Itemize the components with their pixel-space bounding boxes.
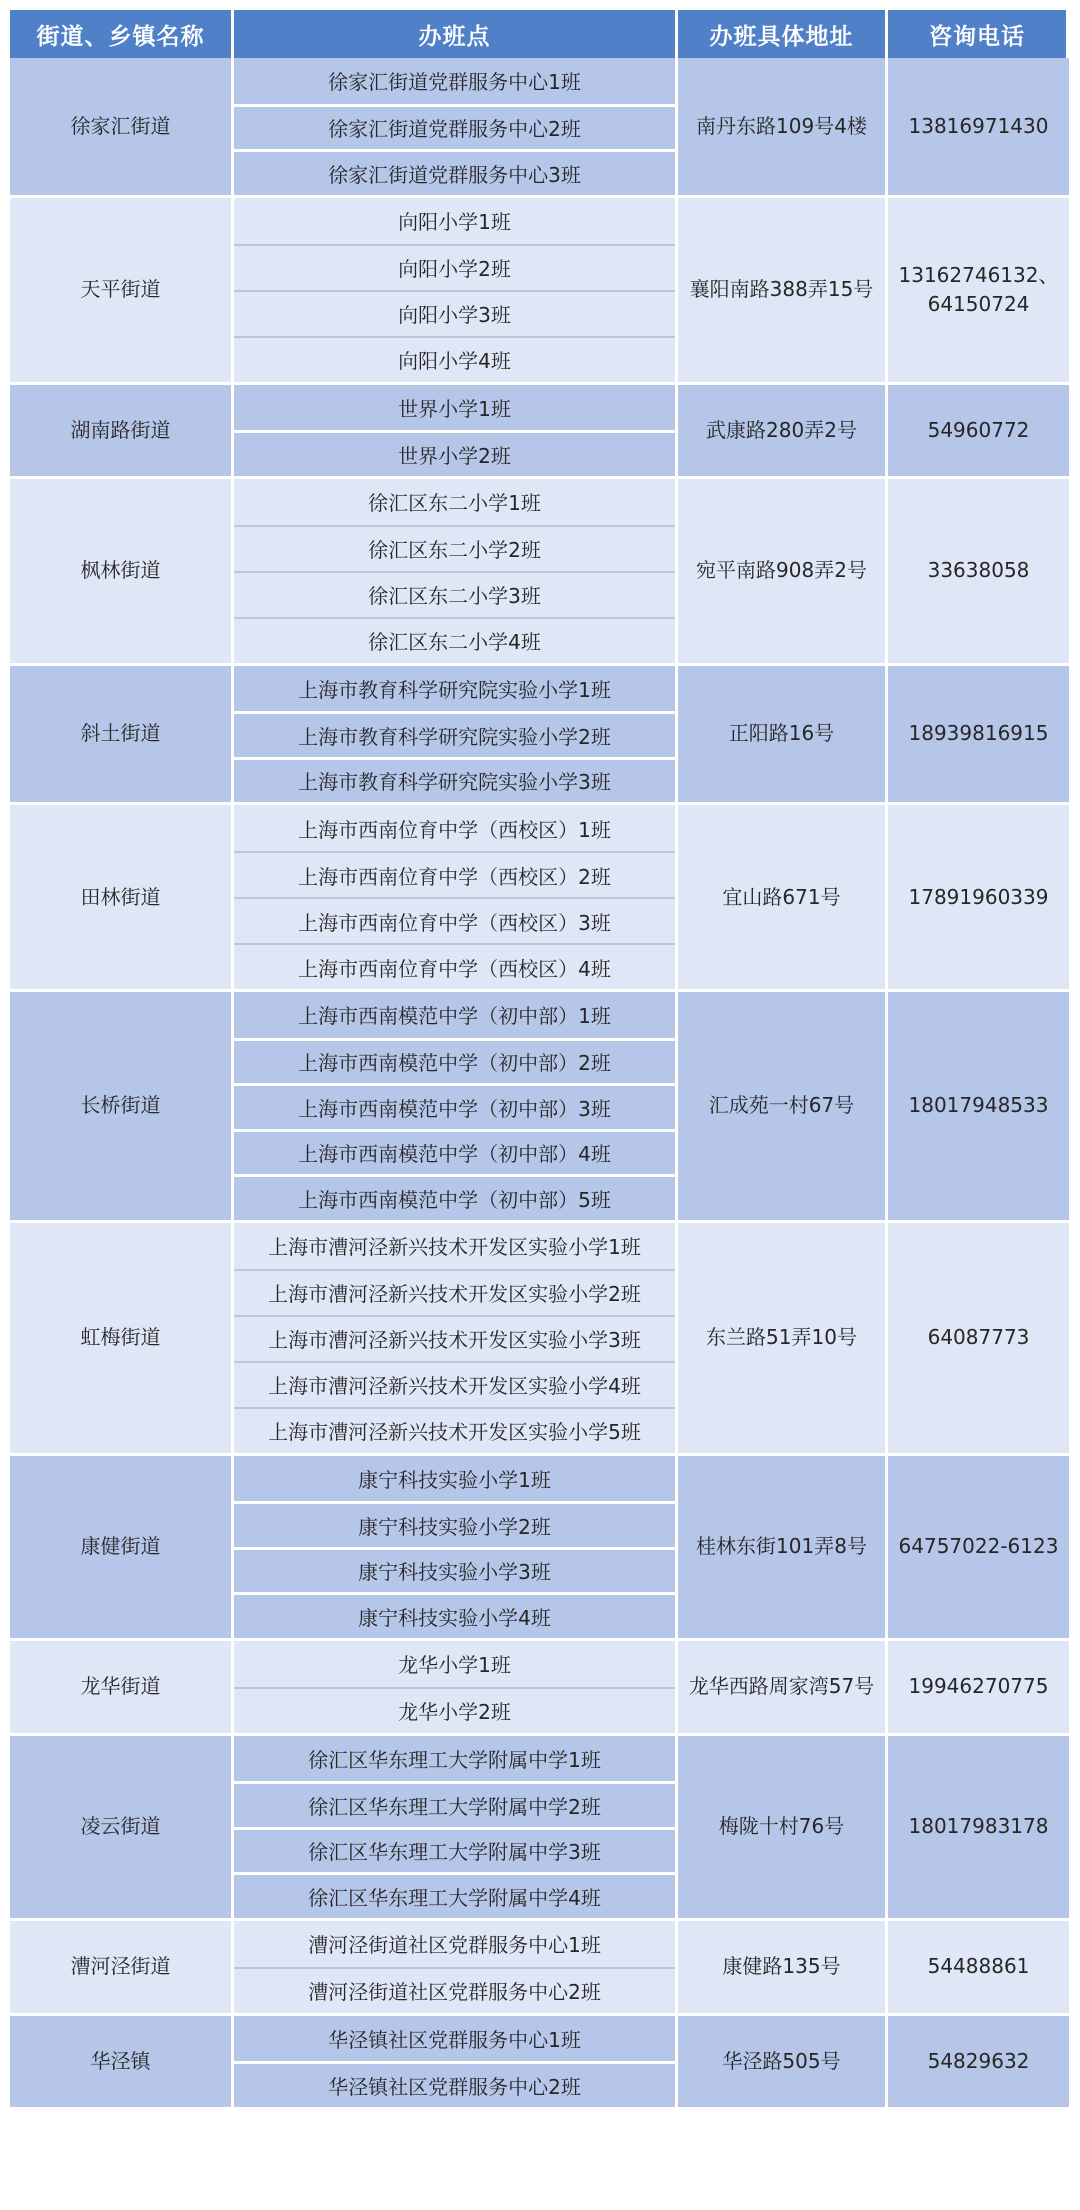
- header-class-location: 办班点: [234, 10, 678, 58]
- class-item: 上海市西南模范中学（初中部）4班: [234, 1129, 675, 1175]
- district-name: 长桥街道: [10, 992, 234, 1223]
- class-item: 龙华小学1班: [398, 1653, 511, 1677]
- header-address: 办班具体地址: [678, 10, 888, 58]
- class-list: [234, 385, 678, 479]
- address-cell: 宛平南路908弄2号: [678, 479, 888, 666]
- class-item: 向阳小学3班: [234, 290, 675, 336]
- district-name: 天平街道: [10, 198, 234, 385]
- phone-cell: 54488861: [888, 1921, 1069, 2016]
- phone-cell: 64087773: [888, 1223, 1069, 1456]
- class-item: 上海市漕河泾新兴技术开发区实验小学2班: [234, 1269, 675, 1315]
- district-name: 徐家汇街道: [10, 58, 234, 198]
- district-name: 漕河泾街道: [10, 1921, 234, 2016]
- class-item: 上海市西南模范中学（初中部）1班: [298, 1004, 611, 1029]
- class-list: [234, 1641, 678, 1736]
- class-item: 华泾镇社区党群服务中心1班: [328, 2027, 581, 2052]
- class-item: 上海市西南模范中学（初中部）5班: [234, 1174, 675, 1220]
- address-cell: 宜山路671号: [678, 805, 888, 992]
- class-item: 徐家汇街道党群服务中心1班: [328, 70, 581, 95]
- class-item: 上海市漕河泾新兴技术开发区实验小学4班: [234, 1361, 675, 1407]
- header-district: 街道、乡镇名称: [10, 10, 234, 58]
- address-cell: 正阳路16号: [678, 666, 888, 806]
- class-item: 上海市漕河泾新兴技术开发区实验小学3班: [234, 1315, 675, 1361]
- address-cell: 康健路135号: [678, 1921, 888, 2016]
- address-cell: 东兰路51弄10号: [678, 1223, 888, 1456]
- class-item: 徐汇区华东理工大学附属中学1班: [308, 1747, 601, 1772]
- class-list: [234, 1456, 678, 1641]
- class-item: 徐汇区华东理工大学附属中学3班: [234, 1827, 675, 1873]
- district-name: 斜土街道: [10, 666, 234, 806]
- class-item: 上海市西南模范中学（初中部）2班: [234, 1038, 675, 1084]
- district-name: 凌云街道: [10, 1736, 234, 1921]
- address-cell: 南丹东路109号4楼: [678, 58, 888, 198]
- class-item: 徐汇区东二小学1班: [368, 491, 541, 515]
- class-item: 漕河泾街道社区党群服务中心2班: [234, 1967, 675, 2013]
- phone-cell: 33638058: [888, 479, 1069, 666]
- class-item: 上海市西南位育中学（西校区）3班: [234, 897, 675, 943]
- class-list: [234, 1223, 678, 1456]
- class-item: 康宁科技实验小学3班: [234, 1547, 675, 1593]
- class-list: [234, 1921, 678, 2016]
- address-cell: 华泾路505号: [678, 2016, 888, 2110]
- class-list: [234, 58, 678, 198]
- district-name: 康健街道: [10, 1456, 234, 1641]
- class-item: 徐汇区东二小学2班: [234, 525, 675, 571]
- phone-cell: 64757022-6123: [888, 1456, 1069, 1641]
- address-cell: 武康路280弄2号: [678, 385, 888, 479]
- district-name: 枫林街道: [10, 479, 234, 666]
- class-item: 徐汇区华东理工大学附属中学2班: [234, 1781, 675, 1827]
- class-list: [234, 666, 678, 806]
- class-item: 徐汇区东二小学3班: [234, 571, 675, 617]
- phone-cell: 18017983178: [888, 1736, 1069, 1921]
- class-item: 上海市漕河泾新兴技术开发区实验小学1班: [268, 1235, 641, 1259]
- class-item: 向阳小学2班: [234, 244, 675, 290]
- class-list: [234, 198, 678, 385]
- class-item: 上海市西南模范中学（初中部）3班: [234, 1083, 675, 1129]
- class-item: 上海市西南位育中学（西校区）2班: [234, 851, 675, 897]
- class-item: 徐家汇街道党群服务中心2班: [234, 104, 675, 150]
- address-cell: 桂林东街101弄8号: [678, 1456, 888, 1641]
- class-list: [234, 2016, 678, 2110]
- phone-cell: 54960772: [888, 385, 1069, 479]
- address-cell: 襄阳南路388弄15号: [678, 198, 888, 385]
- class-list: [234, 479, 678, 666]
- class-location-table: [10, 10, 1069, 2110]
- class-item: 向阳小学4班: [234, 336, 675, 382]
- district-name: 龙华街道: [10, 1641, 234, 1736]
- class-item: 康宁科技实验小学1班: [358, 1467, 551, 1492]
- phone-cell: 13816971430: [888, 58, 1069, 198]
- phone-cell: 54829632: [888, 2016, 1069, 2110]
- header-phone: 咨询电话: [888, 10, 1069, 58]
- class-list: [234, 1736, 678, 1921]
- class-item: 上海市漕河泾新兴技术开发区实验小学5班: [234, 1407, 675, 1453]
- district-name: 虹梅街道: [10, 1223, 234, 1456]
- district-name: 田林街道: [10, 805, 234, 992]
- phone-cell: 17891960339: [888, 805, 1069, 992]
- address-cell: 汇成苑一村67号: [678, 992, 888, 1223]
- class-item: 徐家汇街道党群服务中心3班: [234, 149, 675, 195]
- class-item: 康宁科技实验小学4班: [234, 1592, 675, 1638]
- class-item: 华泾镇社区党群服务中心2班: [234, 2061, 675, 2107]
- class-item: 上海市西南位育中学（西校区）4班: [234, 943, 675, 989]
- class-item: 世界小学2班: [234, 430, 675, 476]
- class-item: 康宁科技实验小学2班: [234, 1501, 675, 1547]
- class-item: 向阳小学1班: [398, 210, 511, 234]
- phone-cell: 18017948533: [888, 992, 1069, 1223]
- phone-cell: 18939816915: [888, 666, 1069, 806]
- class-item: 漕河泾街道社区党群服务中心1班: [308, 1933, 601, 1957]
- class-list: [234, 992, 678, 1223]
- class-item: 上海市西南位育中学（西校区）1班: [298, 817, 611, 842]
- address-cell: 梅陇十村76号: [678, 1736, 888, 1921]
- district-name: 湖南路街道: [10, 385, 234, 479]
- class-item: 上海市教育科学研究院实验小学1班: [298, 677, 611, 702]
- class-item: 世界小学1班: [398, 396, 511, 421]
- address-cell: 龙华西路周家湾57号: [678, 1641, 888, 1736]
- class-item: 徐汇区华东理工大学附属中学4班: [234, 1872, 675, 1918]
- class-item: 龙华小学2班: [234, 1687, 675, 1733]
- district-name: 华泾镇: [10, 2016, 234, 2110]
- class-list: [234, 805, 678, 992]
- phone-cell: 13162746132、 64150724: [888, 198, 1069, 385]
- class-item: 上海市教育科学研究院实验小学3班: [234, 757, 675, 803]
- phone-cell: 19946270775: [888, 1641, 1069, 1736]
- class-item: 上海市教育科学研究院实验小学2班: [234, 711, 675, 757]
- class-item: 徐汇区东二小学4班: [234, 617, 675, 663]
